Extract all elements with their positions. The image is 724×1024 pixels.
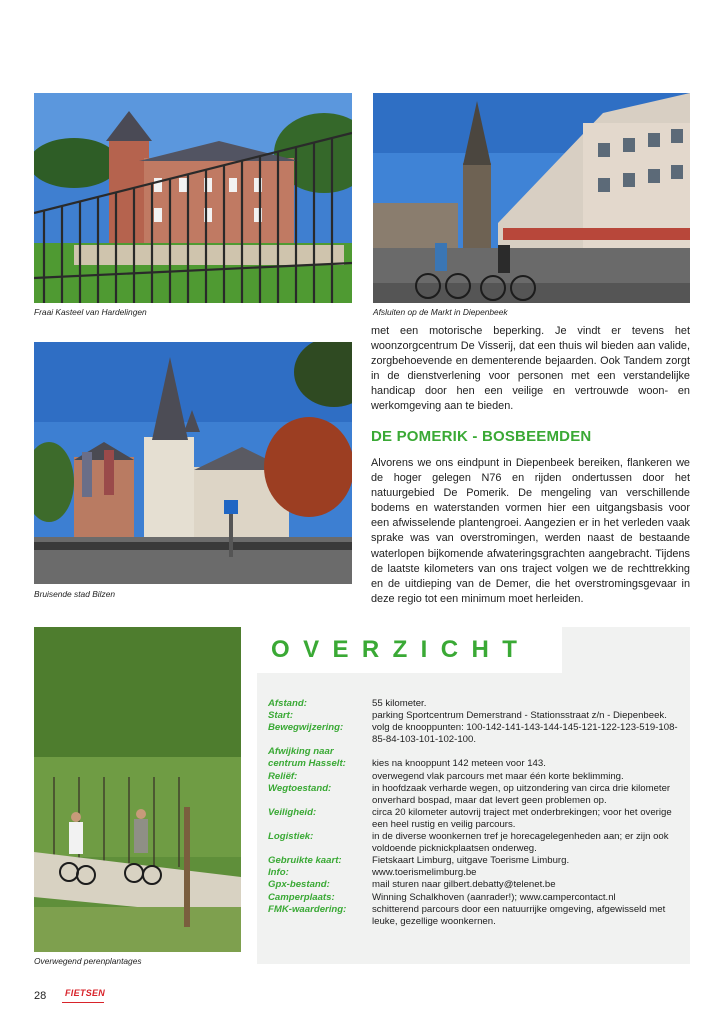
fact-value: schitterend parcours door een natuurrijke omgeving, afgewisseld met leuke, gezellige woonkernen.: [372, 903, 666, 927]
fact-value: mail sturen naar gilbert.debatty@telenet.be: [372, 879, 556, 891]
fact-label: Start:: [268, 710, 294, 722]
fact-relief: [268, 771, 686, 783]
orchard-caption: Overwegend perenplantages: [34, 956, 142, 966]
section-paragraph: Alvorens we ons eindpunt in Diepenbeek bereiken, flankeren we de hoger gelegen N76 en rijden ondertussen door het natuurgebied De Pomerik. De mengeling van verschillende bodems en waterstanden vormen hier een uitgangsbasis voor een afwisselende plantengroei. Aangezien er in het verleden vaak sprake was van overstromingen, werden naast de bestaande waterlopen bijkomende afwateringsgrachten aangebracht. Tijdens de laatste kilometers van ons traject volgen we de rechttrekking en de uitdieping van de Demer, die het overstromingsgevaar in deze regio tot een minimum moet herleiden.: [371, 457, 690, 605]
fact-label: Gpx-bestand:: [268, 879, 330, 891]
fact-info: [268, 867, 686, 879]
fact-veiligheid: [268, 807, 686, 831]
fact-value: volg de knooppunten: 100-142-141-143-144-145-121-122-123-519-108-85-84-103-101-102-100.: [372, 722, 678, 746]
overview-facts: [268, 698, 686, 928]
overview-title: OVERZICHT: [271, 636, 531, 663]
fact-kaart: [268, 855, 686, 867]
fact-label: Reliëf:: [268, 770, 298, 782]
fact-bewegwijzering: [268, 722, 686, 746]
fact-label: Camperplaats:: [268, 891, 335, 903]
fact-value: circa 20 kilometer autovrij traject met onderbrekingen; voor het overige een heel rustig en veilig parcours.: [372, 806, 672, 830]
footer-rule: [62, 1002, 104, 1003]
fact-label: Info:: [268, 867, 289, 879]
fact-label: Wegtoestand:: [268, 782, 332, 794]
market-caption: Afsluiten op de Markt in Diepenbeek: [373, 307, 508, 317]
fact-label: Afstand:: [268, 698, 307, 709]
fact-logistiek: [268, 831, 686, 855]
castle-caption: Fraai Kasteel van Hardelingen: [34, 307, 147, 317]
fact-value[interactable]: www.toerismelimburg.be: [372, 867, 477, 879]
page-number: 28: [34, 990, 47, 1002]
fact-start: [268, 710, 686, 722]
fact-afstand: [268, 698, 686, 710]
fact-label: Afwijking naar centrum Hasselt:: [268, 746, 346, 770]
fact-label: Veiligheid:: [268, 806, 317, 818]
fact-label: FMK-waardering:: [268, 903, 347, 915]
fietsen-logo: FIETSEN: [65, 988, 106, 998]
fact-fmk: [268, 904, 686, 928]
fact-value: parking Sportcentrum Demerstrand - Stationsstraat z/n - Diepenbeek.: [372, 710, 667, 722]
bilzen-photo: [34, 342, 352, 584]
fact-value: 55 kilometer.: [372, 698, 427, 709]
fact-label: Bewegwijzering:: [268, 722, 344, 734]
section-heading: DE POMERIK - BOSBEEMDEN: [371, 428, 592, 445]
fact-afwijking: [268, 746, 686, 770]
fact-value: kies na knooppunt 142 meteen voor 143.: [372, 758, 546, 770]
fact-value: in de diverse woonkernen tref je horecagelegenheden aan; er zijn ook voldoende picknickplaatsen onderweg.: [372, 831, 669, 855]
fact-gpx: [268, 879, 686, 891]
bilzen-caption: Bruisende stad Bilzen: [34, 589, 116, 599]
fact-value: Winning Schalkhoven (aanrader!); www.campercontact.nl: [372, 891, 616, 903]
fact-label: Gebruikte kaart:: [268, 855, 342, 867]
fact-camperplaats: [268, 892, 686, 904]
fact-value: Fietskaart Limburg, uitgave Toerisme Limburg.: [372, 855, 570, 867]
fact-wegtoestand: [268, 783, 686, 807]
intro-paragraph: met een motorische beperking. Je vindt er tevens het woonzorgcentrum De Visserij, dat een thuis wil bieden aan valide, zorgbehoevende en dementerende bejaarden. Ook Tandem zorgt in de dienstverlening voor personen met een verstandelijke handicap door hen een veilige en vertrouwde woon- en werkomgeving aan te bieden.: [371, 325, 690, 413]
fact-value: overwegend vlak parcours met maar één korte beklimming.: [372, 770, 624, 782]
castle-photo: [34, 93, 352, 303]
fact-label: Logistiek:: [268, 831, 314, 843]
market-photo: [373, 93, 690, 303]
orchard-photo: [34, 627, 241, 952]
fact-value: in hoofdzaak verharde wegen, op uitzondering van circa drie kilometer onverhard bospad, maar dat levert geen problemen op.: [372, 782, 671, 806]
